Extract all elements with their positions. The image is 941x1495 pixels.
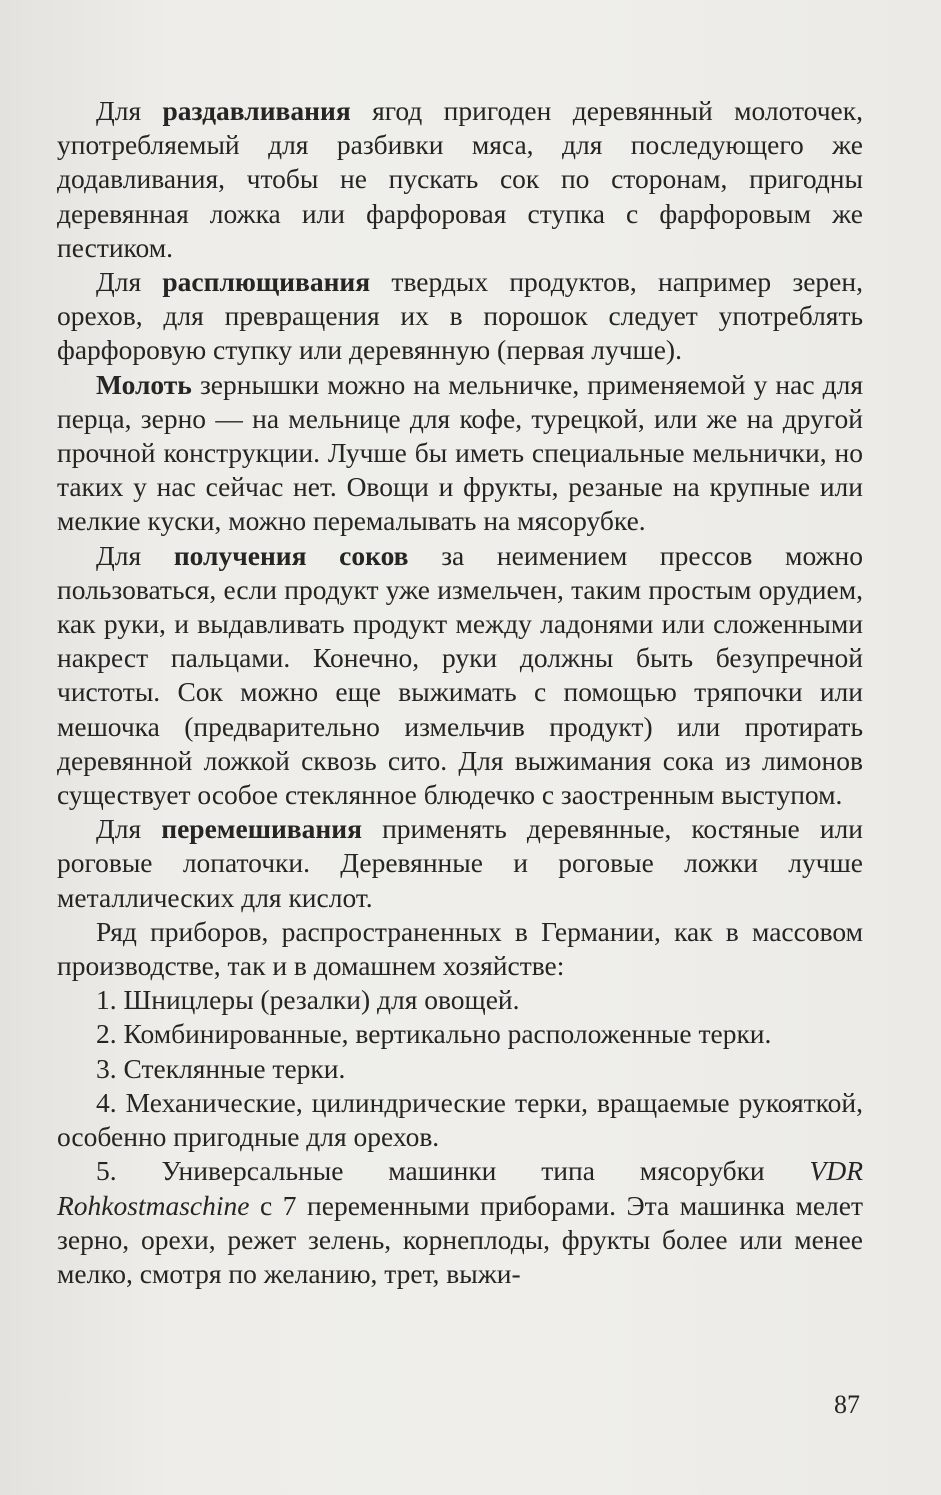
page-text xyxy=(57,94,863,1291)
paragraph-text: применять деревянные, костяные или роговые лопаточки. Деревянные и роговые ложки лучше металлических для кислот. xyxy=(57,813,863,913)
paragraph-term: Молоть xyxy=(96,368,192,400)
paragraph-grinding xyxy=(57,368,863,539)
paragraph-text: Для xyxy=(96,266,163,298)
paragraph-term: перемешивания xyxy=(161,813,362,845)
paragraph-text: за неимением прессов можно пользоваться, если продукт уже измельчен, таким простым орудием, как руки, и выдавливать продукт между ладонями или сложенными накрест пальцами. Конечно, руки должны быть безупречной чистоты. Сок можно еще выжимать с помощью тряпочки или мешочка (предварительно измельчив продукт) или протирать деревянной ложкой сквозь сито. Для выжимания сока из лимонов существует особое стеклянное блюдечко с заостренным выступом. xyxy=(57,539,863,811)
list-item: 4. Механические, цилиндрические терки, вращаемые рукояткой, особенно пригодные для орехов. xyxy=(57,1086,863,1153)
list-item: 2. Комбинированные, вертикально расположенные терки. xyxy=(96,1018,772,1050)
paragraph-text: Ряд приборов, распространенных в Германии, как в массовом производстве, так и в домашнем хозяйстве: xyxy=(57,915,863,982)
paragraph-text: с 7 переменными приборами. Эта машинка мелет зерно, орехи, режет зелень, корнеплоды, фрукты более или менее мелко, смотря по желанию, трет, выжи- xyxy=(57,1189,863,1289)
list-item-last xyxy=(57,1154,863,1291)
paragraph-text: Для xyxy=(96,813,162,845)
paragraph-text: зернышки можно на мельничке, применяемой у нас для перца, зерно — на мельнице для кофе, турецкой, или же на другой прочной конструкции. Лучше бы иметь специальные мельнички, но таких у нас сейчас нет. Овощи и фрукты, резаные на крупные или мелкие куски, можно перемалывать на мясорубке. xyxy=(57,368,863,537)
product-name: VDR Rohkostmaschine xyxy=(57,1155,863,1221)
paragraph-text: ягод пригоден деревянный молоточек, употребляемый для разбивки мяса, для последующего же додавливания, чтобы не пускать сок по сторонам, пригодны деревянная ложка или фарфоровая ступка с фарфоровым же пестиком. xyxy=(57,95,863,263)
list-item: 3. Стеклянные терки. xyxy=(96,1052,346,1084)
paragraph-term: раздавливания xyxy=(162,95,351,126)
list-item: 1. Шницлеры (резалки) для овощей. xyxy=(96,984,520,1016)
paragraph-flattening xyxy=(57,265,863,368)
paragraph-term: расплющивания xyxy=(162,266,371,298)
paragraph-text: 5. Универсальные машинки типа мясорубки xyxy=(96,1155,810,1187)
paragraph-mixing xyxy=(57,812,863,915)
page-number: 87 xyxy=(834,1390,860,1419)
paragraph-text: Для xyxy=(96,539,174,571)
paragraph-devices-intro xyxy=(57,915,863,983)
paragraph-text: Для xyxy=(96,95,163,126)
paragraph-juicing xyxy=(57,539,863,813)
paragraph-crushing xyxy=(57,94,863,265)
paragraph-term: получения соков xyxy=(173,539,409,571)
paragraph-text: твердых продуктов, например зерен, орехов, для превращения их в порошок следует употреблять фарфоровую ступку или деревянную (первая лучше). xyxy=(57,266,863,366)
